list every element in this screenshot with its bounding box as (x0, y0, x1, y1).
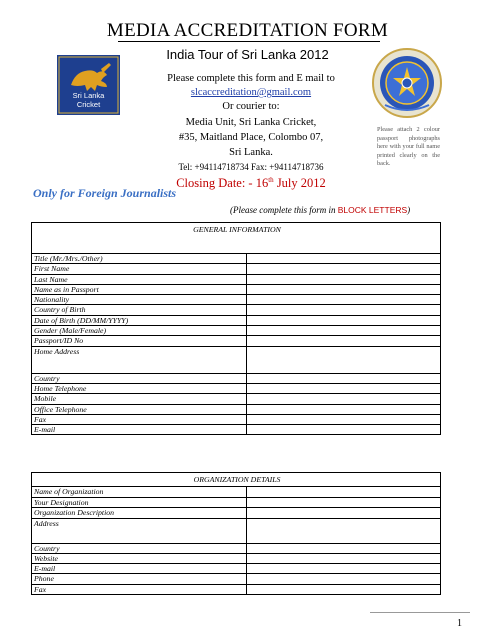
field-label: Phone (32, 574, 247, 584)
field-label: Fax (32, 584, 247, 594)
form-title: MEDIA ACCREDITATION FORM (106, 20, 389, 41)
field-label: Name of Organization (32, 487, 247, 498)
bcci-logo (371, 47, 443, 119)
field-input[interactable] (247, 305, 441, 315)
field-input[interactable] (247, 336, 441, 346)
field-input[interactable] (247, 518, 441, 543)
field-input[interactable] (247, 425, 441, 435)
field-label: Office Telephone (32, 404, 247, 414)
field-input[interactable] (247, 295, 441, 305)
courier-line: Or courier to: (222, 101, 280, 112)
field-input[interactable] (247, 383, 441, 393)
field-input[interactable] (247, 553, 441, 563)
field-label: E-mail (32, 564, 247, 574)
field-label: Gender (Male/Female) (32, 326, 247, 336)
page-number: 1 (457, 618, 462, 629)
field-input[interactable] (247, 326, 441, 336)
field-label: Website (32, 553, 247, 563)
field-label: Mobile (32, 394, 247, 404)
field-label: First Name (32, 264, 247, 274)
form-subtitle: India Tour of Sri Lanka 2012 (166, 47, 329, 62)
field-input[interactable] (247, 346, 441, 373)
foreign-journalists-note: Only for Foreign Journalists (33, 186, 177, 200)
organization-details-table (31, 472, 441, 595)
organization-details-heading: ORGANIZATION DETAILS (32, 473, 441, 487)
address-line-3: Sri Lanka. (229, 147, 273, 158)
field-label: Organization Description (32, 508, 247, 518)
field-input[interactable] (247, 487, 441, 498)
general-information-heading: GENERAL INFORMATION (32, 223, 441, 254)
field-input[interactable] (247, 564, 441, 574)
field-label: Title (Mr./Mrs./Other) (32, 254, 247, 264)
field-input[interactable] (247, 373, 441, 383)
address-line-2: #35, Maitland Place, Colombo 07, (178, 132, 324, 143)
field-label: Home Address (32, 346, 247, 373)
field-input[interactable] (247, 574, 441, 584)
field-label: Your Designation (32, 498, 247, 508)
field-label: Country of Birth (32, 305, 247, 315)
footer-rule (370, 612, 470, 613)
field-input[interactable] (247, 284, 441, 294)
field-label: Country (32, 543, 247, 553)
field-input[interactable] (247, 264, 441, 274)
field-label: Address (32, 518, 247, 543)
logo-text-line1: Sri Lanka (72, 91, 105, 100)
field-label: Nationality (32, 295, 247, 305)
field-input[interactable] (247, 394, 441, 404)
field-input[interactable] (247, 508, 441, 518)
title-underline (118, 41, 380, 42)
field-label: Date of Birth (DD/MM/YYYY) (32, 315, 247, 325)
photo-attach-note: Please attach 2 colour passport photographs here with your full name printed clearly on the back. (377, 126, 440, 168)
field-input[interactable] (247, 254, 441, 264)
field-input[interactable] (247, 404, 441, 414)
block-letters-note: (Please complete this form in BLOCK LETTERS) (230, 205, 411, 215)
closing-date: Closing Date: - 16th July 2012 (176, 176, 326, 191)
field-label: E-mail (32, 425, 247, 435)
logo-text-line2: Cricket (76, 100, 101, 109)
field-label: Country (32, 373, 247, 383)
field-label: Last Name (32, 274, 247, 284)
field-input[interactable] (247, 584, 441, 594)
tel-fax-line: Tel: +94114718734 Fax: +94114718736 (178, 162, 324, 172)
field-input[interactable] (247, 543, 441, 553)
sri-lanka-cricket-logo (57, 55, 120, 115)
address-line-1: Media Unit, Sri Lanka Cricket, (185, 117, 317, 128)
field-label: Home Telephone (32, 383, 247, 393)
field-input[interactable] (247, 498, 441, 508)
field-label: Name as in Passport (32, 284, 247, 294)
field-label: Fax (32, 414, 247, 424)
field-input[interactable] (247, 414, 441, 424)
field-input[interactable] (247, 315, 441, 325)
accreditation-email-link[interactable]: slcaccreditation@gmail.com (190, 87, 312, 98)
field-label: Passport/ID No (32, 336, 247, 346)
field-input[interactable] (247, 274, 441, 284)
general-information-table (31, 222, 441, 435)
instruction-line: Please complete this form and E mail to (167, 73, 335, 84)
